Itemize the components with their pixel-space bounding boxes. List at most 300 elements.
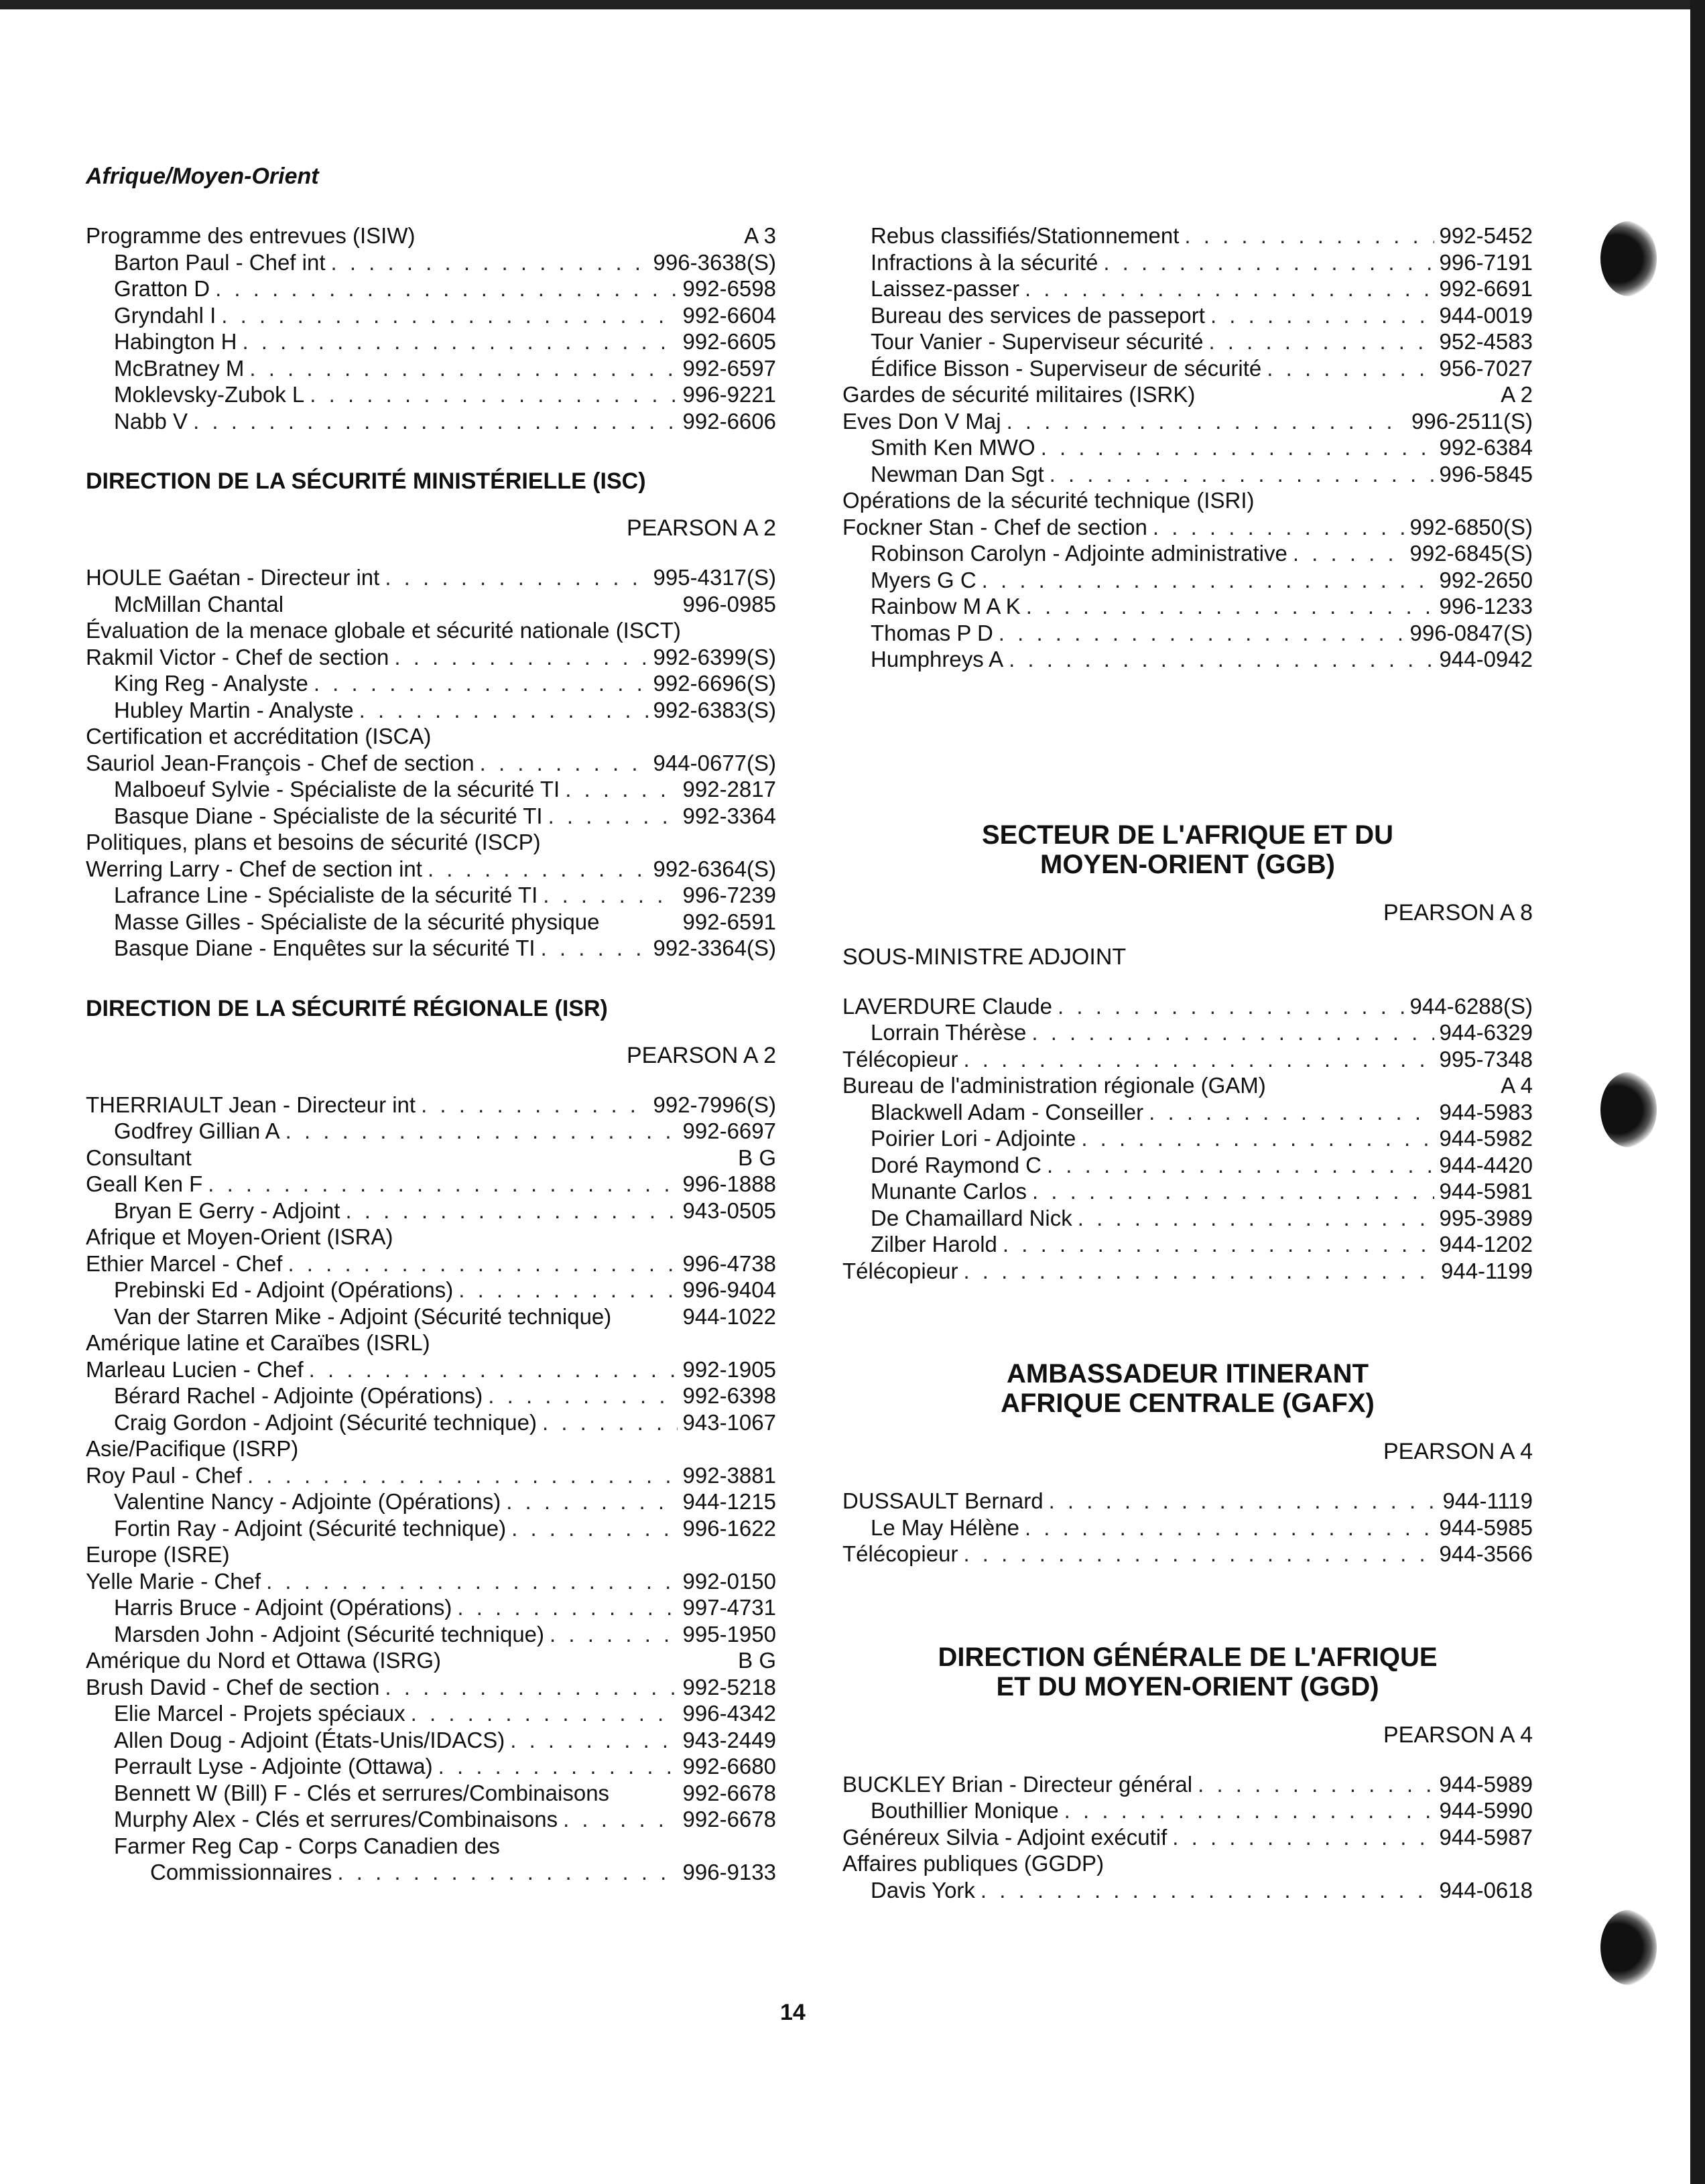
entry-phone: 992-3364 xyxy=(682,803,776,828)
directory-entry xyxy=(842,646,1533,673)
isc-location: PEARSON A 2 xyxy=(627,515,776,541)
directory-entry xyxy=(842,1152,1533,1179)
entry-name: McBratney M xyxy=(114,355,245,381)
entry-phone: 943-1067 xyxy=(682,1409,776,1435)
entry-phone: 996-9221 xyxy=(682,382,776,407)
entry-name: Marsden John - Adjoint (Sécurité technique) xyxy=(114,1621,545,1647)
entry-phone: 992-6691 xyxy=(1439,276,1533,301)
entry-phone: 996-5845 xyxy=(1439,461,1533,487)
entry-name: Davis York xyxy=(871,1877,975,1903)
binder-hole-1 xyxy=(1600,221,1661,308)
entry-phone: 995-7348 xyxy=(1439,1046,1533,1072)
leader-dots xyxy=(438,1753,678,1780)
directory-entry xyxy=(842,1046,1533,1073)
entry-name: Bureau de l'administration régionale (GAM) xyxy=(842,1073,1266,1098)
ggd-title-line1: DIRECTION GÉNÉRALE DE L'AFRIQUE xyxy=(938,1642,1438,1672)
entry-name: Gryndahl I xyxy=(114,302,216,328)
leader-dots xyxy=(1003,1231,1434,1258)
entry-phone: 944-5982 xyxy=(1439,1126,1533,1151)
entry-phone: 992-0150 xyxy=(682,1568,776,1594)
leader-dots xyxy=(1081,1125,1434,1152)
directory-entry xyxy=(86,1409,776,1436)
leader-dots xyxy=(542,1409,678,1436)
directory-entry xyxy=(86,935,776,962)
leader-dots xyxy=(394,644,647,671)
directory-entry xyxy=(86,1303,776,1330)
entry-phone: 944-5989 xyxy=(1439,1771,1533,1797)
entry-name: Moklevsky-Zubok L xyxy=(114,382,305,407)
page-number: 14 xyxy=(780,2000,806,2025)
directory-entry xyxy=(86,856,776,883)
entry-phone: 944-5983 xyxy=(1439,1099,1533,1125)
entry-name: Télécopieur xyxy=(842,1258,958,1283)
directory-entry xyxy=(842,222,1533,249)
entry-name: Bouthillier Monique xyxy=(871,1798,1059,1823)
entry-name: Smith Ken MWO xyxy=(871,435,1035,460)
entry-phone: 944-1119 xyxy=(1442,1488,1533,1513)
entry-name: Doré Raymond C xyxy=(871,1152,1041,1177)
directory-entry xyxy=(86,1541,776,1568)
entry-name: Amérique du Nord et Ottawa (ISRG) xyxy=(86,1648,442,1673)
entry-phone: 992-3364(S) xyxy=(653,936,776,960)
ggb-list xyxy=(842,993,1533,1285)
entry-name: Europe (ISRE) xyxy=(86,1542,230,1567)
directory-entry xyxy=(86,697,776,724)
left-column xyxy=(86,222,776,1886)
entry-phone: 956-7027 xyxy=(1439,355,1533,381)
entry-phone: B G xyxy=(738,1648,776,1673)
isr-list xyxy=(86,1092,776,1886)
leader-dots xyxy=(1025,1515,1434,1541)
leader-dots xyxy=(385,564,647,591)
entry-name: Valentine Nancy - Adjointe (Opérations) xyxy=(114,1489,501,1514)
entry-phone: 996-1622 xyxy=(682,1515,776,1541)
leader-dots xyxy=(999,620,1405,647)
directory-entry xyxy=(842,514,1533,541)
directory-entry xyxy=(86,1356,776,1383)
leader-dots xyxy=(215,275,677,302)
entry-name: McMillan Chantal xyxy=(114,591,284,617)
isiw-list xyxy=(86,222,776,434)
leader-dots xyxy=(242,328,677,355)
entry-phone: 992-6598 xyxy=(682,276,776,301)
entry-name: Gratton D xyxy=(114,276,210,301)
directory-entry xyxy=(86,1594,776,1621)
leader-dots xyxy=(550,1621,678,1648)
directory-entry xyxy=(842,1258,1533,1285)
entry-name: Thomas P D xyxy=(871,620,993,645)
entry-name: Brush David - Chef de section xyxy=(86,1674,380,1699)
entry-phone: 992-6850(S) xyxy=(1409,514,1533,539)
entry-name: Van der Starren Mike - Adjoint (Sécurité technique) xyxy=(114,1303,612,1329)
directory-entry xyxy=(86,1383,776,1409)
leader-dots xyxy=(249,355,677,382)
directory-entry xyxy=(842,1125,1533,1152)
leader-dots xyxy=(1050,461,1434,488)
entry-phone: A 4 xyxy=(1501,1073,1533,1098)
leader-dots xyxy=(963,1541,1434,1567)
directory-entry xyxy=(86,355,776,382)
entry-phone: A 3 xyxy=(744,223,776,248)
directory-entry xyxy=(86,1488,776,1515)
entry-name: Basque Diane - Enquêtes sur la sécurité TI xyxy=(114,936,535,960)
directory-entry xyxy=(86,829,776,856)
entry-phone: 992-6678 xyxy=(682,1807,776,1832)
directory-entry xyxy=(86,564,776,591)
directory-entry xyxy=(86,381,776,408)
entry-phone: 952-4583 xyxy=(1439,329,1533,354)
entry-phone: 992-6606 xyxy=(682,408,776,434)
leader-dots xyxy=(1031,1019,1434,1046)
directory-entry xyxy=(86,1224,776,1250)
entry-phone: 996-0985 xyxy=(682,591,776,617)
leader-dots xyxy=(1009,646,1434,673)
directory-entry xyxy=(842,381,1533,408)
leader-dots xyxy=(428,856,648,883)
entry-phone: 992-6845(S) xyxy=(1409,541,1533,566)
ggb-location: PEARSON A 8 xyxy=(1383,899,1533,925)
entry-phone: 992-7996(S) xyxy=(653,1092,776,1117)
entry-name: Elie Marcel - Projets spéciaux xyxy=(114,1701,405,1726)
entry-name: Édifice Bisson - Superviseur de sécurité xyxy=(871,355,1262,381)
directory-entry xyxy=(842,1205,1533,1232)
entry-phone: 996-9133 xyxy=(682,1860,776,1884)
leader-dots xyxy=(541,935,648,962)
directory-entry xyxy=(86,1674,776,1701)
entry-phone: 944-1022 xyxy=(682,1303,776,1329)
entry-name: Murphy Alex - Clés et serrures/Combinaisons xyxy=(114,1807,558,1832)
entry-name: Perrault Lyse - Adjointe (Ottawa) xyxy=(114,1754,433,1779)
entry-name: Commissionnaires xyxy=(150,1860,332,1884)
binder-hole-2 xyxy=(1600,1072,1661,1159)
entry-phone: 943-0505 xyxy=(682,1198,776,1223)
leader-dots xyxy=(1172,1824,1434,1851)
leader-dots xyxy=(982,567,1434,594)
entry-name: Munante Carlos xyxy=(871,1179,1027,1204)
leader-dots xyxy=(1032,1178,1434,1205)
directory-entry xyxy=(842,1541,1533,1567)
directory-entry xyxy=(842,275,1533,302)
directory-entry xyxy=(86,408,776,435)
directory-entry xyxy=(86,1330,776,1356)
ggd-title-line2: ET DU MOYEN-ORIENT (GGD) xyxy=(996,1671,1379,1701)
entry-phone: 996-4342 xyxy=(682,1701,776,1726)
entry-phone: 944-4420 xyxy=(1439,1152,1533,1177)
entry-phone: 992-6604 xyxy=(682,302,776,328)
leader-dots xyxy=(314,670,648,697)
directory-entry xyxy=(842,1019,1533,1046)
entry-name: Newman Dan Sgt xyxy=(871,461,1044,487)
directory-entry xyxy=(842,993,1533,1020)
entry-name: Bennett W (Bill) F - Clés et serrures/Combinaisons xyxy=(114,1780,610,1805)
directory-entry xyxy=(86,803,776,830)
entry-phone: 996-0847(S) xyxy=(1409,620,1533,645)
directory-entry xyxy=(86,1806,776,1833)
directory-entry xyxy=(86,644,776,671)
directory-entry xyxy=(86,275,776,302)
leader-dots xyxy=(548,803,678,830)
entry-name: Bureau des services de passeport xyxy=(871,302,1205,328)
directory-entry xyxy=(842,1231,1533,1258)
leader-dots xyxy=(359,697,648,724)
entry-name: Poirier Lori - Adjointe xyxy=(871,1126,1076,1151)
entry-name: Nabb V xyxy=(114,408,188,434)
entry-name: Afrique et Moyen-Orient (ISRA) xyxy=(86,1224,393,1249)
entry-name: Sauriol Jean-François - Chef de section xyxy=(86,750,475,775)
entry-phone: 944-1215 xyxy=(682,1489,776,1514)
entry-name: Asie/Pacifique (ISRP) xyxy=(86,1436,299,1461)
directory-entry xyxy=(842,593,1533,620)
leader-dots xyxy=(221,302,677,329)
directory-entry xyxy=(86,591,776,618)
entry-phone: 992-6364(S) xyxy=(653,856,776,881)
entry-phone: 944-6288(S) xyxy=(1409,993,1533,1019)
entry-phone: 992-6680 xyxy=(682,1754,776,1779)
leader-dots xyxy=(1208,328,1434,355)
directory-entry xyxy=(86,1647,776,1674)
directory-entry xyxy=(86,1859,776,1886)
directory-entry xyxy=(86,222,776,249)
entry-phone: 996-1888 xyxy=(682,1171,776,1196)
entry-name: Masse Gilles - Spécialiste de la sécurité physique xyxy=(114,909,600,934)
entry-name: Évaluation de la menace globale et sécurité nationale (ISCT) xyxy=(86,618,681,643)
entry-name: Fockner Stan - Chef de section xyxy=(842,514,1147,539)
entry-phone: 944-5990 xyxy=(1439,1798,1533,1823)
directory-entry xyxy=(842,1515,1533,1541)
directory-entry xyxy=(86,1118,776,1145)
directory-entry xyxy=(86,1250,776,1277)
directory-entry xyxy=(842,249,1533,276)
directory-entry xyxy=(86,882,776,909)
entry-name: Programme des entrevues (ISIW) xyxy=(86,223,416,248)
entry-phone: 992-6399(S) xyxy=(653,644,776,669)
entry-phone: 944-3566 xyxy=(1439,1541,1533,1566)
entry-name: Télécopieur xyxy=(842,1541,958,1566)
directory-entry xyxy=(86,1780,776,1807)
directory-entry xyxy=(86,1753,776,1780)
entry-phone: 992-6384 xyxy=(1439,435,1533,460)
entry-name: Zilber Harold xyxy=(871,1232,997,1257)
entry-name: Ethier Marcel - Chef xyxy=(86,1250,283,1276)
entry-phone: 992-5452 xyxy=(1439,223,1533,248)
entry-name: LAVERDURE Claude xyxy=(842,993,1053,1019)
directory-entry xyxy=(86,1621,776,1648)
entry-phone: 992-1905 xyxy=(682,1356,776,1382)
isr-location: PEARSON A 2 xyxy=(627,1042,776,1068)
entry-phone: 944-5985 xyxy=(1439,1515,1533,1540)
leader-dots xyxy=(247,1462,678,1489)
directory-entry xyxy=(842,1072,1533,1099)
leader-dots xyxy=(1064,1797,1434,1824)
leader-dots xyxy=(963,1258,1436,1285)
entry-name: Farmer Reg Cap - Corps Canadien des xyxy=(114,1833,500,1858)
entry-name: Basque Diane - Spécialiste de la sécurité TI xyxy=(114,803,543,828)
leader-dots xyxy=(506,1488,677,1515)
entry-name: Humphreys A xyxy=(871,647,1004,671)
leader-dots xyxy=(1078,1205,1434,1232)
ggd-location: PEARSON A 4 xyxy=(1383,1722,1533,1748)
entry-name: Infractions à la sécurité xyxy=(871,249,1098,275)
entry-name: Lorrain Thérèse xyxy=(871,1020,1027,1045)
entry-name: BUCKLEY Brian - Directeur général xyxy=(842,1771,1193,1797)
entry-phone: 992-6697 xyxy=(682,1118,776,1143)
directory-entry xyxy=(86,1833,776,1860)
directory-entry xyxy=(86,1435,776,1462)
directory-entry xyxy=(86,249,776,276)
entry-name: Amérique latine et Caraïbes (ISRL) xyxy=(86,1330,430,1355)
leader-dots xyxy=(457,1594,677,1621)
entry-phone: 996-2511(S) xyxy=(1411,408,1533,434)
entry-phone: 992-6696(S) xyxy=(653,671,776,696)
directory-entry xyxy=(86,1092,776,1118)
gafx-list xyxy=(842,1488,1533,1567)
entry-name: Télécopieur xyxy=(842,1046,958,1072)
directory-entry xyxy=(842,567,1533,594)
entry-name: Politiques, plans et besoins de sécurité (ISCP) xyxy=(86,830,541,854)
gafx-title-line1: AMBASSADEUR ITINERANT xyxy=(1007,1359,1369,1389)
leader-dots xyxy=(565,776,677,803)
leader-dots xyxy=(286,1118,678,1145)
leader-dots xyxy=(458,1277,677,1303)
entry-name: Blackwell Adam - Conseiller xyxy=(871,1099,1144,1125)
directory-entry xyxy=(842,434,1533,461)
directory-entry xyxy=(842,1099,1533,1126)
directory-entry xyxy=(86,670,776,697)
directory-entry xyxy=(86,1568,776,1595)
entry-phone: 943-2449 xyxy=(682,1727,776,1752)
entry-phone: 944-0942 xyxy=(1439,647,1533,671)
directory-entry xyxy=(842,1771,1533,1798)
directory-entry xyxy=(842,328,1533,355)
leader-dots xyxy=(981,1877,1434,1904)
entry-name: Affaires publiques (GGDP) xyxy=(842,1851,1104,1876)
entry-phone: 944-6329 xyxy=(1439,1020,1533,1045)
scan-right-edge xyxy=(1690,0,1705,2184)
leader-dots xyxy=(511,1515,677,1542)
entry-phone: 992-6398 xyxy=(682,1383,776,1408)
entry-name: Marleau Lucien - Chef xyxy=(86,1356,304,1382)
leader-dots xyxy=(193,408,677,435)
directory-entry xyxy=(86,617,776,644)
directory-entry xyxy=(86,1515,776,1542)
entry-name: Geall Ken F xyxy=(86,1171,203,1196)
leader-dots xyxy=(1293,540,1405,567)
entry-name: Généreux Silvia - Adjoint exécutif xyxy=(842,1824,1167,1850)
directory-entry xyxy=(86,909,776,936)
entry-phone: 996-7191 xyxy=(1439,249,1533,275)
leader-dots xyxy=(1026,593,1434,620)
leader-dots xyxy=(1149,1099,1434,1126)
directory-entry xyxy=(86,1145,776,1171)
entry-phone: 944-0677(S) xyxy=(653,750,776,775)
entry-name: Consultant xyxy=(86,1145,192,1170)
leader-dots xyxy=(1058,993,1405,1020)
entry-phone: 992-6591 xyxy=(682,909,776,934)
directory-entry xyxy=(842,1824,1533,1851)
directory-entry xyxy=(86,776,776,803)
leader-dots xyxy=(963,1046,1434,1073)
leader-dots xyxy=(1153,514,1405,541)
directory-entry xyxy=(86,1198,776,1224)
entry-phone: 992-6597 xyxy=(682,355,776,381)
entry-name: Malboeuf Sylvie - Spécialiste de la sécurité TI xyxy=(114,777,560,801)
leader-dots xyxy=(266,1568,677,1595)
directory-entry xyxy=(842,461,1533,488)
ggb-title-line2: MOYEN-ORIENT (GGB) xyxy=(1040,849,1335,879)
entry-phone: 995-1950 xyxy=(682,1621,776,1647)
leader-dots xyxy=(1198,1771,1434,1798)
directory-entry xyxy=(86,1171,776,1198)
directory-entry xyxy=(842,1488,1533,1515)
ggd-list xyxy=(842,1771,1533,1904)
entry-name: Tour Vanier - Superviseur sécurité xyxy=(871,329,1204,354)
directory-entry xyxy=(86,1727,776,1754)
directory-entry xyxy=(842,540,1533,567)
entry-phone: 997-4731 xyxy=(682,1595,776,1620)
directory-entry xyxy=(86,1462,776,1489)
binder-hole-3 xyxy=(1600,1910,1661,1997)
leader-dots xyxy=(543,882,677,909)
leader-dots xyxy=(411,1700,678,1727)
entry-name: Godfrey Gillian A xyxy=(114,1118,280,1143)
directory-entry xyxy=(842,487,1533,514)
leader-dots xyxy=(1210,302,1434,329)
leader-dots xyxy=(480,750,648,777)
leader-dots xyxy=(337,1859,677,1886)
directory-entry xyxy=(86,328,776,355)
entry-phone: 996-3638(S) xyxy=(653,249,776,275)
entry-phone: 992-2817 xyxy=(682,777,776,801)
entry-name: HOULE Gaétan - Directeur int xyxy=(86,565,380,590)
entry-phone: A 2 xyxy=(1501,382,1533,407)
entry-phone: 996-9404 xyxy=(682,1277,776,1302)
directory-entry xyxy=(842,1877,1533,1904)
leader-dots xyxy=(563,1806,677,1833)
entry-name: Yelle Marie - Chef xyxy=(86,1568,261,1594)
leader-dots xyxy=(510,1727,677,1754)
leader-dots xyxy=(309,1356,678,1383)
entry-phone: 996-1233 xyxy=(1439,594,1533,619)
leader-dots xyxy=(1267,355,1434,382)
entry-phone: 992-3881 xyxy=(682,1462,776,1488)
directory-entry xyxy=(842,302,1533,329)
entry-phone: 944-0618 xyxy=(1439,1877,1533,1903)
entry-phone: 944-1199 xyxy=(1440,1258,1533,1283)
entry-name: Habington H xyxy=(114,329,237,354)
isr-section-title: DIRECTION DE LA SÉCURITÉ RÉGIONALE (ISR) xyxy=(86,995,608,1021)
entry-name: Le May Hélène xyxy=(871,1515,1019,1540)
leader-dots xyxy=(1184,222,1434,249)
entry-name: DUSSAULT Bernard xyxy=(842,1488,1044,1513)
directory-entry xyxy=(842,1797,1533,1824)
entry-phone: 995-4317(S) xyxy=(653,565,776,590)
gafx-location: PEARSON A 4 xyxy=(1383,1439,1533,1464)
leader-dots xyxy=(288,1250,677,1277)
directory-entry xyxy=(86,302,776,329)
ggb-subhead: SOUS-MINISTRE ADJOINT xyxy=(842,944,1127,970)
gafx-title-line2: AFRIQUE CENTRALE (GAFX) xyxy=(1001,1389,1375,1418)
entry-phone: 992-6678 xyxy=(682,1780,776,1805)
directory-entry xyxy=(842,355,1533,382)
entry-name: Lafrance Line - Spécialiste de la sécurité TI xyxy=(114,883,538,907)
entry-name: Rebus classifiés/Stationnement xyxy=(871,223,1180,248)
directory-entry xyxy=(86,750,776,777)
entry-phone: 992-2650 xyxy=(1439,567,1533,592)
entry-name: Opérations de la sécurité technique (ISRI) xyxy=(842,488,1255,513)
right-column xyxy=(842,222,1533,1903)
entry-name: King Reg - Analyste xyxy=(114,671,308,696)
leader-dots xyxy=(1041,434,1434,461)
